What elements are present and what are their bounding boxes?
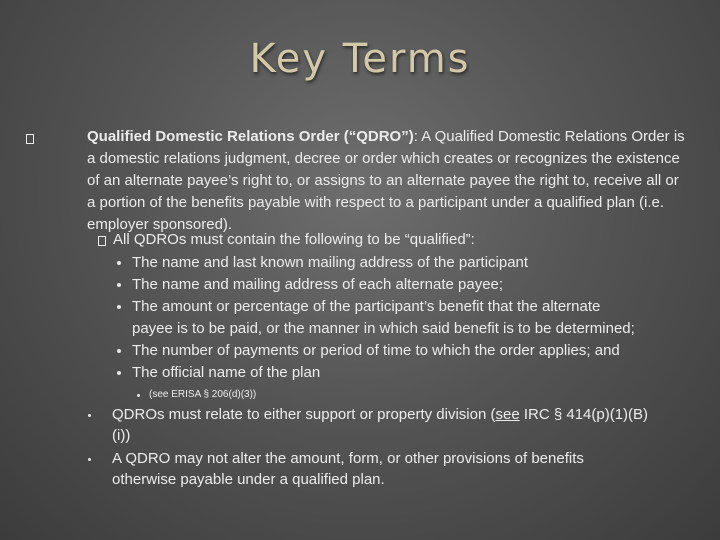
qdro-definition bbox=[87, 126, 687, 236]
requirements-intro: All QDROs must contain the following to be “qualified”: bbox=[113, 231, 475, 248]
bullet-dot-icon bbox=[117, 371, 121, 375]
bullet-dot-icon bbox=[137, 394, 140, 397]
bullet-dot-icon bbox=[88, 414, 91, 417]
slide-title: Key Terms bbox=[249, 36, 471, 82]
bullet-dot-icon bbox=[117, 349, 121, 353]
bullet-dot-icon bbox=[117, 261, 121, 265]
see-link: see bbox=[495, 406, 520, 423]
box-bullet-icon bbox=[98, 236, 106, 246]
requirement-item: The name and mailing address of each alternate payee; bbox=[132, 276, 504, 293]
note-text: QDROs must relate to either support or property division ( bbox=[112, 406, 496, 423]
bullet-dot-icon bbox=[117, 305, 121, 309]
qdro-term: Qualified Domestic Relations Order (“QDRO”) bbox=[87, 128, 414, 145]
requirement-item: The amount or percentage of the participant’s benefit that the alternate bbox=[132, 298, 601, 315]
requirement-item: The name and last known mailing address of the participant bbox=[132, 254, 529, 271]
note-text: A QDRO may not alter the amount, form, or other provisions of benefits otherwise payable under a qualified plan. bbox=[112, 450, 584, 488]
requirement-item-continued: payee is to be paid, or the manner in which said benefit is to be determined; bbox=[132, 320, 635, 337]
bullet-dot-icon bbox=[117, 283, 121, 287]
box-bullet-icon bbox=[26, 134, 34, 144]
qdro-definition-body: : A Qualified Domestic Relations Order is a domestic relations judgment, decree or order which creates or recognizes the existence of an alternate payee’s right to, or assigns to an alternate payee the right to, receive all or a portion of the benefits payable with respect to a participant under a qualified plan (i.e. employer sponsored). bbox=[87, 128, 685, 233]
requirement-item: The number of payments or period of time to which the order applies; and bbox=[132, 342, 620, 359]
qdro-alter-note bbox=[112, 448, 652, 490]
bullet-dot-icon bbox=[88, 458, 91, 461]
erisa-citation: (see ERISA § 206(d)(3)) bbox=[149, 389, 257, 400]
note-text: IRC § 414(p)(1)(B)(i)) bbox=[112, 406, 649, 444]
requirement-item: The official name of the plan bbox=[132, 364, 321, 381]
qdro-support-note bbox=[112, 404, 652, 446]
